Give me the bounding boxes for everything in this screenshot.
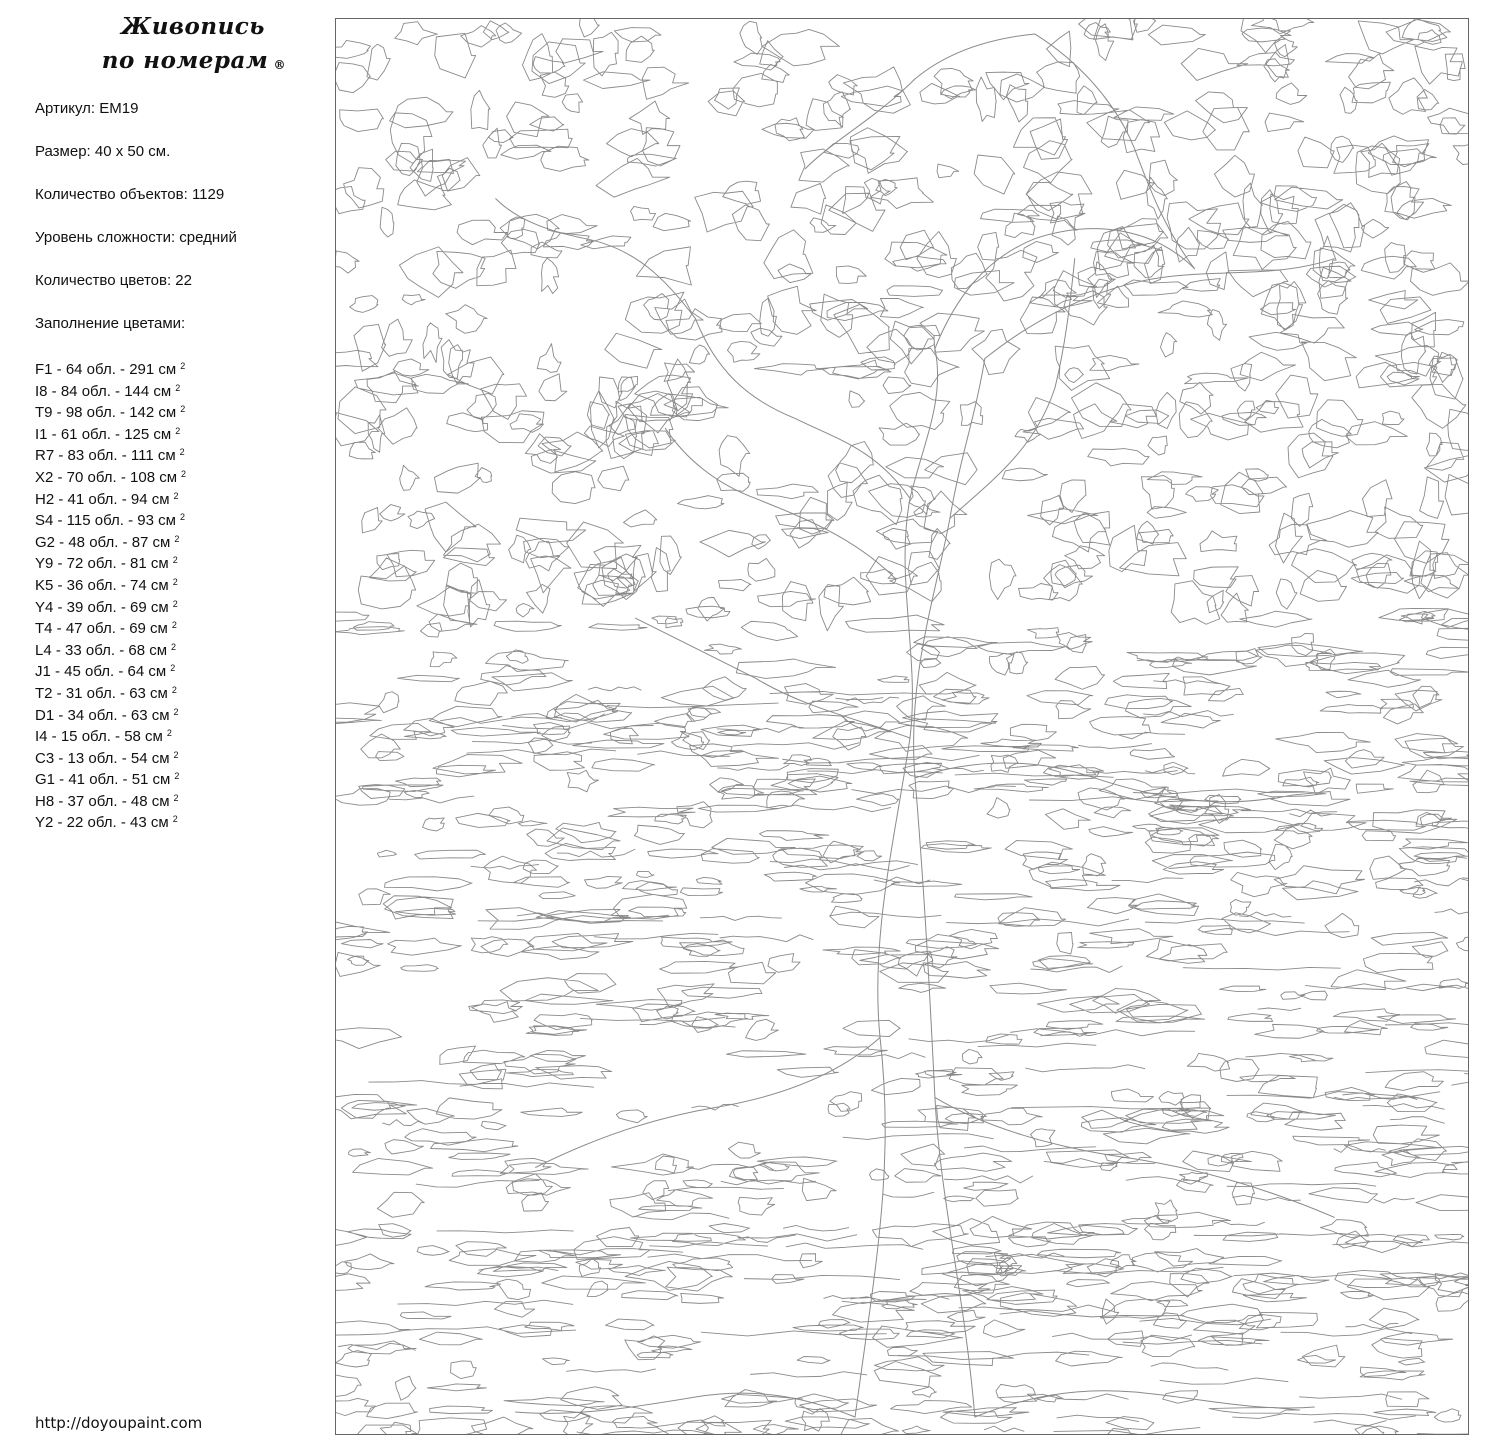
registered-mark: ® xyxy=(273,58,286,72)
legend-item: F1 - 64 обл. - 291 см $^2$ xyxy=(35,361,186,378)
color-count: Количество цветов: 22 xyxy=(35,272,192,289)
brand-title-line2: по номерам xyxy=(101,47,269,74)
legend-item: G2 - 48 обл. - 87 см $^2$ xyxy=(35,533,180,551)
legend-item: I1 - 61 обл. - 125 см $^2$ xyxy=(35,425,181,443)
outline-regions xyxy=(336,19,1468,1434)
legend-item: T9 - 98 обл. - 142 см $^2$ xyxy=(35,404,186,422)
brand-title-line1: Живопись xyxy=(121,13,265,40)
legend-item: I4 - 15 обл. - 58 см $^2$ xyxy=(35,728,172,746)
legend-item: T2 - 31 обл. - 63 см $^2$ xyxy=(35,684,177,702)
color-legend xyxy=(35,359,315,834)
legend-item: S4 - 115 обл. - 93 см $^2$ xyxy=(35,512,185,530)
legend-item: Y2 - 22 обл. - 43 см $^2$ xyxy=(35,814,178,832)
legend-item: Y4 - 39 обл. - 69 см $^2$ xyxy=(35,598,178,616)
canvas-size: Размер: 40 x 50 см. xyxy=(35,143,171,160)
legend-item: Y9 - 72 обл. - 81 см $^2$ xyxy=(35,555,178,573)
legend-item: G1 - 41 обл. - 51 см $^2$ xyxy=(35,771,180,789)
legend-item: D1 - 34 обл. - 63 см $^2$ xyxy=(35,706,179,724)
difficulty-level: Уровень сложности: средний xyxy=(35,229,237,246)
legend-item: X2 - 70 обл. - 108 см $^2$ xyxy=(35,468,187,486)
legend-item: L4 - 33 обл. - 68 см $^2$ xyxy=(35,641,177,659)
legend-item: H2 - 41 обл. - 94 см $^2$ xyxy=(35,490,179,508)
color-fill-heading: Заполнение цветами: xyxy=(35,315,186,332)
legend-item: C3 - 13 обл. - 54 см $^2$ xyxy=(35,749,179,767)
product-info xyxy=(35,98,315,356)
brand-logo xyxy=(88,10,298,78)
legend-item: I8 - 84 обл. - 144 см $^2$ xyxy=(35,382,181,400)
legend-item: R7 - 83 обл. - 111 см $^2$ xyxy=(35,447,185,465)
legend-item: T4 - 47 обл. - 69 см $^2$ xyxy=(35,620,177,638)
object-count: Количество объектов: 1129 xyxy=(35,186,225,203)
article-number: Артикул: EM19 xyxy=(35,100,139,117)
outline-drawing xyxy=(336,19,1468,1434)
legend-item: H8 - 37 обл. - 48 см $^2$ xyxy=(35,792,179,810)
coloring-canvas xyxy=(335,18,1469,1435)
legend-item: J1 - 45 обл. - 64 см $^2$ xyxy=(35,663,176,681)
website-link[interactable]: http://doyoupaint.com xyxy=(35,1414,203,1432)
legend-item: K5 - 36 обл. - 74 см $^2$ xyxy=(35,576,178,594)
